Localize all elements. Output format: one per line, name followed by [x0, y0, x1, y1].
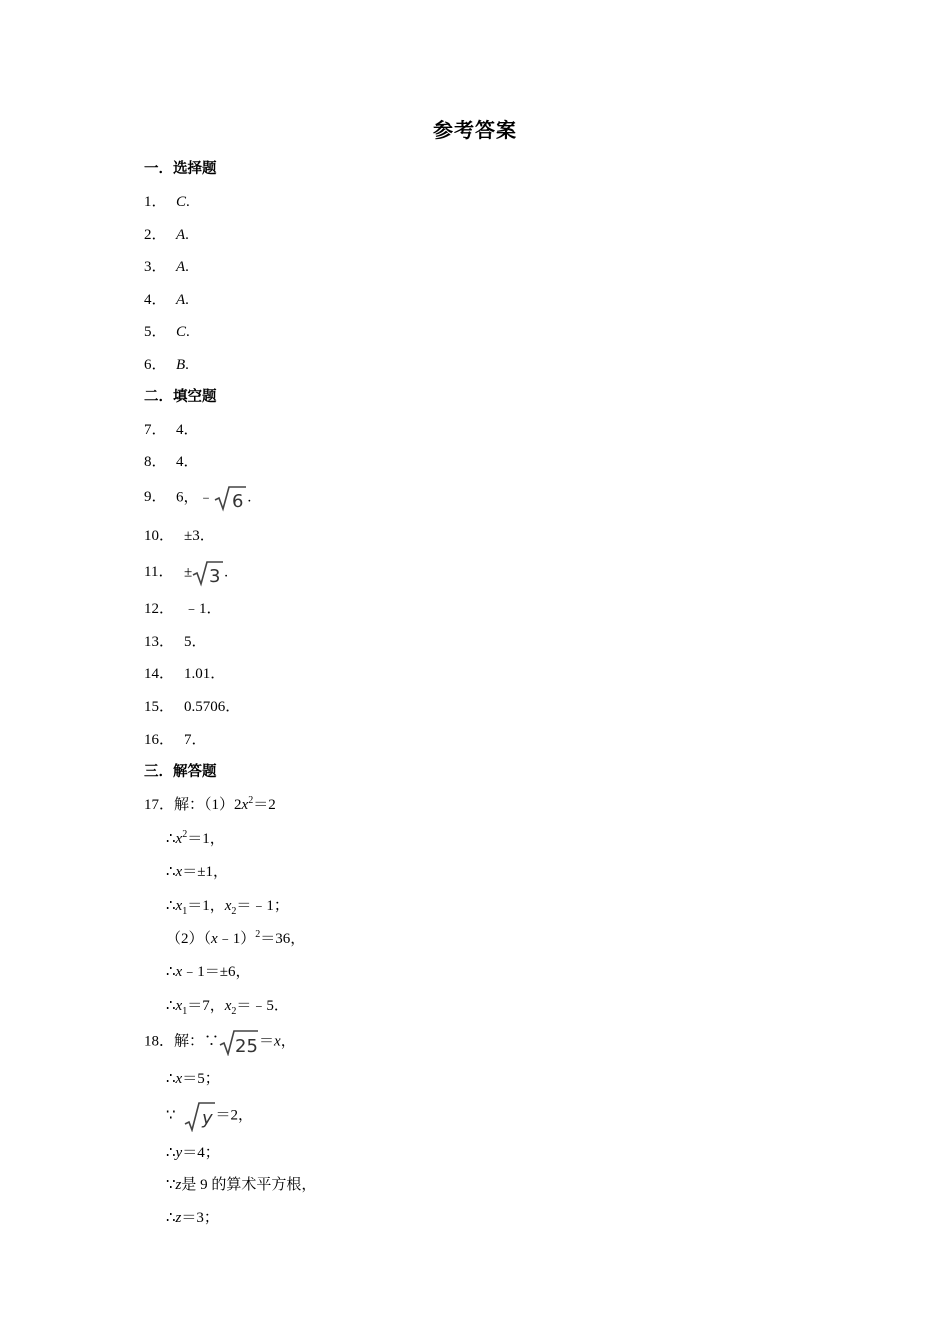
answer-line: [144, 257, 189, 277]
therefore-symbol: ∴: [166, 864, 176, 880]
solution-text: （2）（: [166, 931, 212, 947]
therefore-symbol: ∴: [166, 1145, 176, 1161]
answer-line: [144, 420, 199, 440]
question-number: 15．: [144, 699, 175, 715]
period: .: [186, 324, 190, 340]
answer-line: [144, 730, 207, 750]
solution-line: [166, 1143, 220, 1163]
answer-line: [144, 559, 228, 587]
solution-text: ﹣1＝±6，: [182, 964, 251, 980]
solution-line: [166, 962, 250, 982]
answer-value: C: [176, 194, 187, 210]
var-x: x: [175, 864, 183, 880]
period: .: [247, 489, 252, 506]
solution-line: [166, 996, 289, 1016]
answer-value: ﹣1．: [184, 601, 222, 617]
solution-line: [144, 1028, 296, 1056]
question-number: 3．: [144, 259, 167, 275]
answer-value: 5．: [184, 634, 207, 650]
period: .: [224, 564, 228, 581]
answer-value: A: [176, 292, 186, 308]
question-number: 8．: [144, 454, 167, 470]
answer-value: 0.5706．: [184, 699, 241, 715]
solution-text: ＝2，: [215, 1107, 254, 1124]
question-number: 10．: [144, 528, 175, 544]
period: .: [186, 194, 190, 210]
var-z: z: [175, 1210, 182, 1226]
answer-line: [144, 452, 199, 472]
answer-value: 7．: [184, 732, 207, 748]
therefore-symbol: ∴: [166, 998, 176, 1014]
page-title: 参考答案: [433, 118, 517, 142]
solution-text: ＝7，: [187, 998, 225, 1014]
answer-line: [144, 632, 207, 652]
section-heading-solve: 三．解答题: [144, 764, 217, 780]
var-z: z: [175, 1177, 182, 1193]
sqrt-25-expression: [219, 1028, 259, 1056]
answer-line: [144, 225, 189, 245]
radicand: 3: [209, 566, 221, 587]
solution-text: ＝: [259, 1033, 275, 1050]
solution-text: ﹣1）: [217, 931, 256, 947]
question-number: 1．: [144, 194, 167, 210]
var-x: x: [274, 1033, 281, 1050]
radicand: 6: [231, 491, 243, 512]
question-number: 12．: [144, 601, 175, 617]
answer-line: [144, 322, 190, 342]
solution-text: ＝﹣5．: [236, 998, 289, 1014]
answer-value: 1.01．: [184, 666, 226, 682]
exponent: 2: [255, 929, 261, 940]
period: .: [185, 357, 189, 373]
therefore-symbol: ∴: [166, 898, 176, 914]
because-symbol: ∵: [166, 1107, 176, 1124]
solution-line: [166, 896, 289, 916]
question-number: 9．: [144, 489, 167, 506]
question-number: 5．: [144, 324, 167, 340]
answer-line: [144, 664, 225, 684]
solution-line: [166, 929, 305, 949]
answer-line: [144, 599, 222, 619]
solution-text: ＝3；: [181, 1210, 219, 1226]
answer-line: [144, 290, 189, 310]
answer-value: B: [176, 357, 186, 373]
answer-value: A: [176, 227, 186, 243]
section-heading-choice: 一．选择题: [144, 161, 217, 177]
question-number: 14．: [144, 666, 175, 682]
question-number: 2．: [144, 227, 167, 243]
question-number: 18．: [144, 1033, 175, 1050]
answer-line: [144, 697, 240, 717]
radicand: y: [201, 1108, 213, 1129]
var-x: x: [175, 1071, 183, 1087]
period: .: [185, 227, 189, 243]
solution-text: ＝1，: [187, 898, 225, 914]
var-x: x: [241, 797, 249, 813]
answer-line: [144, 192, 190, 212]
because-symbol: ∵: [166, 1177, 176, 1193]
answer-value: 4．: [176, 422, 199, 438]
var-x: x: [175, 898, 183, 914]
answer-value: A: [176, 259, 186, 275]
sqrt-6-expression: [214, 484, 248, 512]
therefore-symbol: ∴: [166, 1210, 176, 1226]
therefore-symbol: ∴: [166, 964, 176, 980]
question-number: 16．: [144, 732, 175, 748]
therefore-symbol: ∴: [166, 831, 176, 847]
period: .: [185, 292, 189, 308]
radicand: 25: [235, 1036, 258, 1056]
var-x: x: [224, 998, 232, 1014]
question-number: 17．: [144, 797, 175, 813]
question-number: 11．: [144, 564, 174, 581]
var-y: y: [175, 1145, 183, 1161]
period: .: [185, 259, 189, 275]
answer-value: 4．: [176, 454, 199, 470]
answer-value: ±3．: [184, 528, 215, 544]
solution-text: 解：∵: [174, 1033, 220, 1050]
solution-text: ＝4；: [182, 1145, 220, 1161]
var-x: x: [224, 898, 232, 914]
solution-line: [166, 862, 228, 882]
solution-text: ＝±1，: [182, 864, 228, 880]
var-x: x: [175, 964, 183, 980]
answer-value: C: [176, 324, 187, 340]
solution-text: ＝36，: [260, 931, 306, 947]
solution-line: [166, 1208, 219, 1228]
solution-text: 解：（1）2: [174, 797, 242, 813]
answer-line: [144, 355, 189, 375]
comma: ，: [280, 1033, 296, 1050]
answer-line: [144, 484, 251, 512]
solution-line: [166, 1069, 220, 1089]
solution-line: [166, 829, 225, 849]
solution-line: 17．解：$(1)2x^2=2$: [144, 795, 276, 813]
solution-line: [166, 1100, 253, 1132]
subscript: 2: [231, 1006, 237, 1017]
section-heading-fill: 二．填空题: [144, 389, 217, 405]
sqrt-y-expression: [182, 1100, 216, 1132]
exponent: 2: [182, 829, 188, 840]
question-number: 6．: [144, 357, 167, 373]
var-x: x: [211, 931, 218, 947]
answer-value: 6，﹣: [176, 489, 214, 506]
subscript: 1: [182, 906, 188, 917]
solution-text: ＝5；: [182, 1071, 220, 1087]
exponent: 2: [248, 795, 254, 806]
solution-text: ＝﹣1；: [236, 898, 289, 914]
question-number: 13．: [144, 634, 175, 650]
var-x: x: [175, 831, 183, 847]
solution-text: 是 9 的算术平方根，: [181, 1177, 317, 1193]
subscript: 1: [182, 1006, 188, 1017]
var-x: x: [175, 998, 183, 1014]
solution-text: ＝1，: [187, 831, 225, 847]
therefore-symbol: ∴: [166, 1071, 176, 1087]
answer-value: ±: [184, 564, 193, 581]
subscript: 2: [231, 906, 237, 917]
sqrt-3-expression: [192, 559, 224, 587]
answer-line: [144, 526, 215, 546]
solution-line: [166, 1175, 316, 1195]
question-number: 7．: [144, 422, 167, 438]
question-number: 4．: [144, 292, 167, 308]
